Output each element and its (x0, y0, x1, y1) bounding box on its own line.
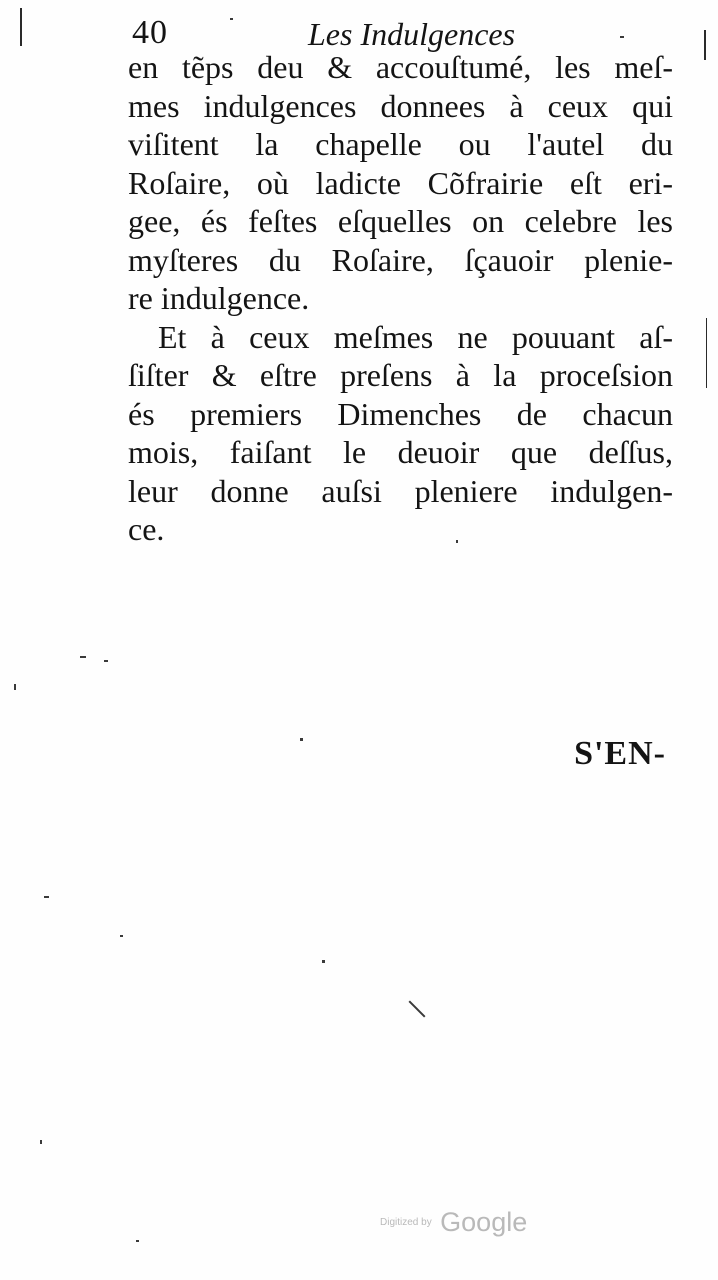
catchword: S'EN- (574, 735, 666, 772)
text-line: myſteres du Roſaire, ſçauoir plenie- (128, 241, 673, 278)
text-line: mes indulgences donnees à ceux qui (128, 87, 673, 124)
page-number: 40 (132, 14, 168, 51)
scan-speck (136, 1240, 139, 1242)
scan-speck (40, 1140, 42, 1144)
text-line: gee, és feſtes eſquelles on celebre les (128, 203, 673, 239)
edge-mark (706, 318, 707, 388)
watermark-brand: Google (440, 1207, 528, 1237)
text-line: mois, faiſant le deuoir que deſſus, (128, 434, 673, 470)
text-line: és premiers Dimenches de chacun (128, 395, 673, 432)
text-line: leur donne auſsi pleniere indulgen- (128, 472, 673, 509)
scan-speck (230, 18, 233, 20)
scan-speck (300, 738, 303, 741)
scan-speck (322, 960, 325, 963)
text-line: en tẽps deu & accouſtumé, les meſ- (128, 49, 673, 85)
running-title: Les Indulgences (308, 16, 516, 52)
scan-speck (456, 540, 458, 543)
scan-speck (44, 896, 49, 898)
scan-speck (14, 684, 16, 690)
text-line: viſitent la chapelle ou l'autel du (128, 126, 673, 162)
scan-speck (409, 1001, 426, 1018)
body-text (128, 48, 673, 549)
edge-mark (20, 8, 22, 46)
scan-speck (620, 36, 624, 38)
digitized-watermark (380, 1207, 527, 1238)
text-line: Roſaire, où ladicte Cõfrairie eſt eri- (128, 164, 673, 201)
scan-speck (80, 656, 86, 658)
edge-mark (704, 30, 706, 60)
text-line: ſiſter & eſtre preſens à la proceſsion (128, 357, 673, 393)
text-line: re indulgence. (128, 280, 310, 316)
text-line: Et à ceux meſmes ne pouuant aſ- (158, 318, 673, 355)
scan-speck (120, 935, 123, 937)
text-line: ce. (128, 511, 165, 547)
watermark-prefix: Digitized by (380, 1217, 432, 1228)
scan-speck (104, 660, 108, 662)
